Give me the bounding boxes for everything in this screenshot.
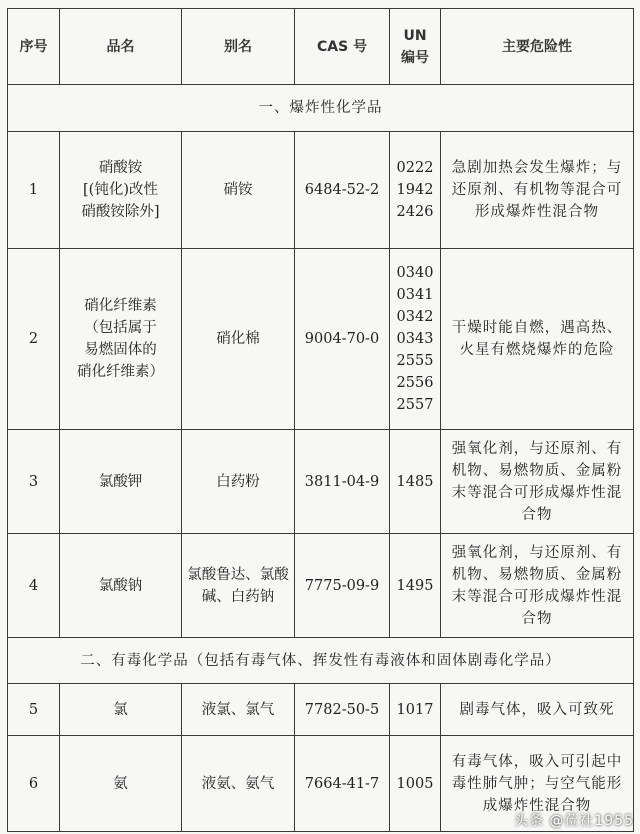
row-cas: 7664-41-7: [295, 736, 390, 832]
row-name: 氨: [60, 736, 182, 832]
header-seq: 序号: [8, 9, 60, 85]
un-code: 0342: [396, 309, 434, 325]
table-row: [8, 249, 634, 430]
un-code: 0341: [396, 287, 434, 303]
section-explosive-title: 一、爆炸性化学品: [8, 85, 634, 132]
row-alias: 液氯、氯气: [182, 684, 295, 736]
watermark: 头条 @莅社1955: [513, 813, 634, 829]
un-code: 1942: [396, 182, 434, 198]
un-code: 0340: [396, 265, 434, 281]
hazardous-chemicals-table: [7, 8, 634, 832]
row-alias: 白药粉: [182, 430, 295, 534]
row-cas: 6484-52-2: [295, 132, 390, 249]
table-row: [8, 534, 634, 638]
un-code: 1495: [396, 577, 434, 594]
table-row: [8, 430, 634, 534]
row-name: 硝酸铵 [(钝化)改性 硝酸铵除外]: [60, 132, 182, 249]
header-cas: CAS 号: [295, 9, 390, 85]
header-row: [8, 9, 634, 85]
header-hazard: 主要危险性: [441, 9, 634, 85]
header-un: UN 编号: [390, 9, 441, 85]
row-name: 氯酸钾: [60, 430, 182, 534]
row-alias: 硝化棉: [182, 249, 295, 430]
row-cas: 7782-50-5: [295, 684, 390, 736]
table-row: [8, 684, 634, 736]
section-toxic-title: 二、有毒化学品（包括有毒气体、挥发性有毒液体和固体剧毒化学品）: [8, 638, 634, 684]
row-un: [390, 736, 441, 832]
row-un: [390, 132, 441, 249]
section-row: [8, 85, 634, 132]
un-code: 2557: [396, 397, 434, 413]
header-alias: 别名: [182, 9, 295, 85]
un-code: 2556: [396, 375, 434, 391]
row-hazard: 急剧加热会发生爆炸；与还原剂、有机物等混合可形成爆炸性混合物: [441, 132, 634, 249]
row-cas: 9004-70-0: [295, 249, 390, 430]
row-name: 氯酸钠: [60, 534, 182, 638]
row-seq: 3: [8, 430, 60, 534]
row-hazard: 剧毒气体，吸入可致死: [441, 684, 634, 736]
row-hazard: 强氧化剂，与还原剂、有机物、易燃物质、金属粉末等混合可形成爆炸性混合物: [441, 534, 634, 638]
table-row: [8, 132, 634, 249]
row-un: [390, 249, 441, 430]
row-alias: 硝铵: [182, 132, 295, 249]
un-code: 1005: [396, 775, 434, 792]
row-seq: 4: [8, 534, 60, 638]
row-hazard: 有毒气体，吸入可引起中毒性肺气肿；与空气能形成爆炸性混合物: [441, 736, 634, 832]
row-seq: 1: [8, 132, 60, 249]
un-code: 1017: [396, 701, 434, 718]
row-cas: 3811-04-9: [295, 430, 390, 534]
row-hazard: 干燥时能自燃，遇高热、火星有燃烧爆炸的危险: [441, 249, 634, 430]
un-code: 0222: [396, 160, 434, 176]
row-name: 硝化纤维素 （包括属于 易燃固体的 硝化纤维素）: [60, 249, 182, 430]
row-alias: 液氨、氨气: [182, 736, 295, 832]
row-hazard: 强氧化剂，与还原剂、有机物、易燃物质、金属粉末等混合可形成爆炸性混合物: [441, 430, 634, 534]
header-name: 品名: [60, 9, 182, 85]
row-seq: 6: [8, 736, 60, 832]
row-un: [390, 430, 441, 534]
section-row: [8, 638, 634, 684]
un-code: 2555: [396, 353, 434, 369]
row-seq: 2: [8, 249, 60, 430]
row-un: [390, 684, 441, 736]
un-code: 0343: [396, 331, 434, 347]
row-name: 氯: [60, 684, 182, 736]
un-code: 2426: [396, 204, 434, 220]
un-code: 1485: [396, 473, 434, 490]
row-cas: 7775-09-9: [295, 534, 390, 638]
row-un: [390, 534, 441, 638]
row-seq: 5: [8, 684, 60, 736]
row-alias: 氯酸鲁达、氯酸碱、白药钠: [182, 534, 295, 638]
